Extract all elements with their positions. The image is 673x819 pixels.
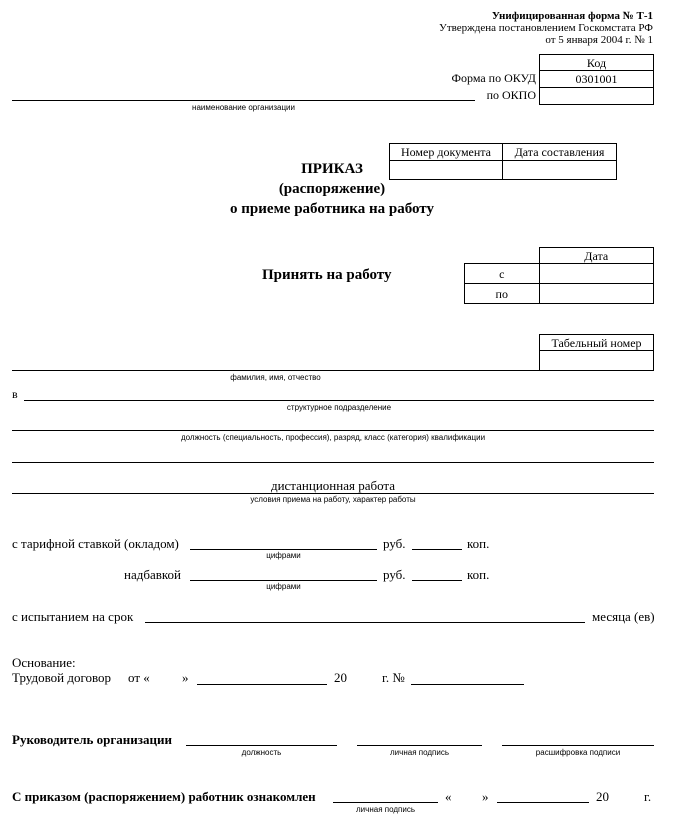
rate-kop-label: коп. — [467, 536, 490, 551]
bonus-label: надбавкой — [124, 567, 181, 582]
bonus-digits-caption: цифрами — [266, 582, 301, 591]
form-header-line1: Унифицированная форма № Т-1 — [491, 10, 653, 22]
conditions-caption: условия приема на работу, характер работы — [250, 495, 416, 504]
form-header-line2: Утверждена постановлением Госкомстата РФ — [439, 22, 653, 34]
hire-from-label: с — [465, 264, 540, 284]
tab-number-table — [539, 334, 654, 371]
code-header: Код — [540, 55, 654, 71]
head-decode-caption: расшифровка подписи — [535, 748, 621, 757]
okpo-label: по ОКПО — [486, 88, 536, 102]
hire-to-value[interactable] — [539, 284, 654, 304]
doc-date-header: Дата составления — [503, 144, 617, 161]
contract-year-prefix: 20 — [334, 670, 347, 685]
rate-rub-label: руб. — [383, 536, 406, 551]
conditions-line[interactable] — [12, 493, 654, 494]
title-line3: о приеме работника на работу — [230, 201, 434, 217]
head-sign-line[interactable] — [357, 745, 482, 746]
title-line2: (распоряжение) — [278, 181, 386, 197]
hire-to-label: по — [465, 284, 540, 304]
fio-line[interactable] — [12, 370, 539, 371]
ack-year-prefix: 20 — [596, 789, 609, 804]
contract-year-suffix: г. № — [382, 670, 405, 685]
hire-date-table — [464, 247, 654, 304]
trial-line[interactable] — [145, 622, 585, 623]
hire-date-header: Дата — [539, 248, 654, 264]
trial-suffix: месяца (ев) — [592, 609, 655, 624]
position-caption: должность (специальность, профессия), разряд, класс (категория) квалификации — [180, 433, 486, 442]
bonus-rub-line[interactable] — [190, 580, 377, 581]
code-table — [539, 54, 654, 105]
contract-quote-close: » — [182, 670, 189, 685]
ack-quote-close: » — [482, 789, 489, 804]
v-label: в — [12, 387, 18, 401]
rate-digits-caption: цифрами — [266, 551, 301, 560]
okpo-value[interactable] — [540, 88, 654, 105]
ack-year-suffix: г. — [644, 789, 652, 804]
head-label: Руководитель организации — [12, 732, 172, 747]
org-name-caption: наименование организации — [192, 103, 295, 112]
head-sign-caption: личная подпись — [390, 748, 449, 757]
okud-label: Форма по ОКУД — [451, 71, 536, 85]
position-line[interactable] — [12, 430, 654, 431]
doc-number-header: Номер документа — [390, 144, 503, 161]
rate-rub-line[interactable] — [190, 549, 377, 550]
position-line-2[interactable] — [12, 462, 654, 463]
head-decode-line[interactable] — [502, 745, 654, 746]
trial-label: с испытанием на срок — [12, 609, 134, 624]
contract-from: от « — [128, 670, 150, 685]
dept-caption: структурное подразделение — [286, 403, 392, 412]
bonus-kop-line[interactable] — [412, 580, 462, 581]
tab-number-value[interactable] — [540, 351, 654, 371]
ack-sign-caption: личная подпись — [356, 805, 415, 814]
org-name-line[interactable] — [12, 100, 475, 101]
hire-from-value[interactable] — [539, 264, 654, 284]
basis-label: Основание: — [12, 655, 76, 670]
dept-line[interactable] — [24, 400, 654, 401]
ack-sign-line[interactable] — [333, 802, 438, 803]
title-line1: ПРИКАЗ — [301, 161, 363, 177]
tab-number-header: Табельный номер — [540, 335, 654, 351]
hire-label: Принять на работу — [262, 267, 392, 283]
bonus-rub-label: руб. — [383, 567, 406, 582]
contract-label: Трудовой договор — [12, 670, 111, 685]
contract-number-line[interactable] — [411, 684, 524, 685]
rate-label: с тарифной ставкой (окладом) — [12, 536, 179, 551]
ack-month-line[interactable] — [497, 802, 589, 803]
form-header-line3: от 5 января 2004 г. № 1 — [545, 34, 653, 46]
fio-caption: фамилия, имя, отчество — [230, 373, 321, 382]
head-position-caption: должность — [241, 748, 282, 757]
ack-label: С приказом (распоряжением) работник ознакомлен — [12, 789, 316, 804]
okud-value[interactable]: 0301001 — [540, 71, 654, 88]
ack-quote-open: « — [445, 789, 452, 804]
rate-kop-line[interactable] — [412, 549, 462, 550]
head-position-line[interactable] — [186, 745, 337, 746]
contract-month-line[interactable] — [197, 684, 327, 685]
conditions-value: дистанционная работа — [270, 478, 396, 493]
bonus-kop-label: коп. — [467, 567, 490, 582]
